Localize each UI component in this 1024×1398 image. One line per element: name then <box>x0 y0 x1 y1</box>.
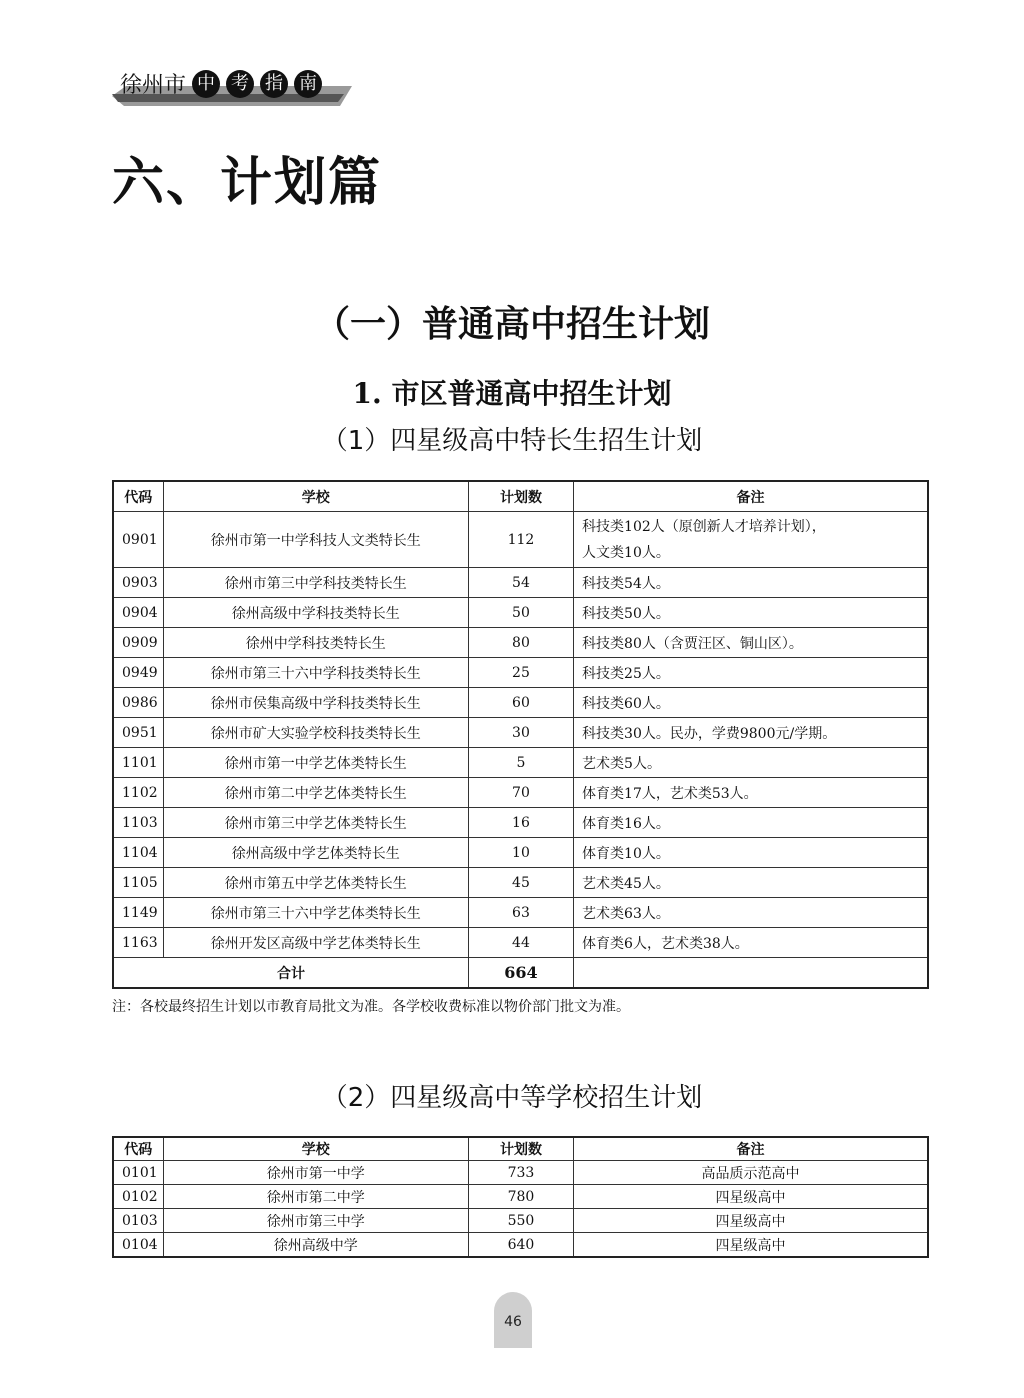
header-code: 代码 <box>113 481 163 512</box>
cell-code: 1163 <box>113 928 163 958</box>
table-row <box>113 868 928 898</box>
header-note: 备注 <box>574 1137 928 1161</box>
header-plan: 计划数 <box>468 1137 573 1161</box>
cell-plan: 45 <box>468 868 573 898</box>
cell-plan: 640 <box>468 1233 573 1258</box>
cell-plan: 80 <box>468 628 573 658</box>
specialty-plan-table <box>112 480 929 989</box>
cell-note: 科技类60人。 <box>574 688 928 718</box>
cell-school: 徐州市第三十六中学科技类特长生 <box>163 658 468 688</box>
cell-code: 1104 <box>113 838 163 868</box>
cell-school: 徐州市第三中学科技类特长生 <box>163 568 468 598</box>
cell-note: 科技类80人（含贾汪区、铜山区）。 <box>574 628 928 658</box>
page-number: 46 <box>494 1292 532 1348</box>
cell-plan: 50 <box>468 598 573 628</box>
cell-code: 1103 <box>113 808 163 838</box>
table-header-row <box>113 481 928 512</box>
cell-note: 科技类50人。 <box>574 598 928 628</box>
cell-plan: 10 <box>468 838 573 868</box>
cell-plan: 25 <box>468 658 573 688</box>
cell-code: 0101 <box>113 1161 163 1185</box>
series-prefix: 徐州市 <box>120 73 187 98</box>
cell-note: 体育类17人，艺术类53人。 <box>574 778 928 808</box>
table-row <box>113 898 928 928</box>
cell-code: 1105 <box>113 868 163 898</box>
total-note-empty <box>574 958 928 989</box>
cell-code: 1102 <box>113 778 163 808</box>
cell-school: 徐州市第五中学艺体类特长生 <box>163 868 468 898</box>
table-row <box>113 778 928 808</box>
subsection-title: 1. 市区普通高中招生计划 <box>352 377 672 410</box>
cell-plan: 63 <box>468 898 573 928</box>
cell-school: 徐州市第二中学艺体类特长生 <box>163 778 468 808</box>
cell-note: 体育类6人，艺术类38人。 <box>574 928 928 958</box>
cell-school: 徐州市第一中学艺体类特长生 <box>163 748 468 778</box>
cell-plan: 780 <box>468 1185 573 1209</box>
series-char: 考 <box>226 70 254 98</box>
cell-code: 0104 <box>113 1233 163 1258</box>
table-row <box>113 628 928 658</box>
cell-note: 科技类54人。 <box>574 568 928 598</box>
cell-school: 徐州市侯集高级中学科技类特长生 <box>163 688 468 718</box>
cell-code: 0102 <box>113 1185 163 1209</box>
header-school: 学校 <box>163 1137 468 1161</box>
cell-code: 0901 <box>113 512 163 568</box>
cell-code: 0103 <box>113 1209 163 1233</box>
table-row <box>113 1233 928 1258</box>
table-header-row <box>113 1137 928 1161</box>
header-school: 学校 <box>163 481 468 512</box>
table1-footnote: 注：各校最终招生计划以市教育局批文为准。各学校收费标准以物价部门批文为准。 <box>112 999 630 1015</box>
cell-plan: 30 <box>468 718 573 748</box>
chapter-title: 六、计划篇 <box>112 152 383 213</box>
cell-school: 徐州市第一中学科技人文类特长生 <box>163 512 468 568</box>
cell-note-line: 人文类10人。 <box>582 544 670 561</box>
total-label: 合计 <box>113 958 468 989</box>
cell-school: 徐州高级中学科技类特长生 <box>163 598 468 628</box>
cell-note: 高品质示范高中 <box>574 1161 928 1185</box>
table-row <box>113 1209 928 1233</box>
cell-school: 徐州市第三中学艺体类特长生 <box>163 808 468 838</box>
cell-school: 徐州高级中学 <box>163 1233 468 1258</box>
table-row <box>113 512 928 568</box>
cell-plan: 54 <box>468 568 573 598</box>
cell-school: 徐州市第三十六中学艺体类特长生 <box>163 898 468 928</box>
cell-code: 1101 <box>113 748 163 778</box>
cell-plan: 550 <box>468 1209 573 1233</box>
cell-plan: 44 <box>468 928 573 958</box>
cell-plan: 5 <box>468 748 573 778</box>
series-logo <box>120 68 322 99</box>
cell-code: 0951 <box>113 718 163 748</box>
cell-school: 徐州开发区高级中学艺体类特长生 <box>163 928 468 958</box>
cell-note: 艺术类45人。 <box>574 868 928 898</box>
cell-note: 四星级高中 <box>574 1185 928 1209</box>
cell-code: 0904 <box>113 598 163 628</box>
series-char: 指 <box>260 70 288 98</box>
series-char: 南 <box>294 70 322 98</box>
header-plan: 计划数 <box>468 481 573 512</box>
series-char: 中 <box>192 70 220 98</box>
cell-school: 徐州市矿大实验学校科技类特长生 <box>163 718 468 748</box>
table-row <box>113 598 928 628</box>
table-row <box>113 658 928 688</box>
cell-school: 徐州市第三中学 <box>163 1209 468 1233</box>
table-row <box>113 568 928 598</box>
table-row <box>113 718 928 748</box>
table-row <box>113 838 928 868</box>
cell-school: 徐州市第一中学 <box>163 1161 468 1185</box>
table-row <box>113 748 928 778</box>
cell-code: 0986 <box>113 688 163 718</box>
cell-code: 0903 <box>113 568 163 598</box>
cell-school: 徐州高级中学艺体类特长生 <box>163 838 468 868</box>
cell-code: 1149 <box>113 898 163 928</box>
cell-note: 体育类10人。 <box>574 838 928 868</box>
cell-note <box>574 512 928 568</box>
header-note: 备注 <box>574 481 928 512</box>
cell-plan: 733 <box>468 1161 573 1185</box>
section-title: （一）普通高中招生计划 <box>313 304 710 345</box>
cell-note: 四星级高中 <box>574 1209 928 1233</box>
table2-title: （2）四星级高中等学校招生计划 <box>321 1083 703 1113</box>
table-row <box>113 928 928 958</box>
cell-plan: 112 <box>468 512 573 568</box>
cell-note: 体育类16人。 <box>574 808 928 838</box>
table-row <box>113 688 928 718</box>
cell-school: 徐州中学科技类特长生 <box>163 628 468 658</box>
cell-plan: 60 <box>468 688 573 718</box>
cell-note-line: 科技类102人（原创新人才培养计划）， <box>582 518 826 535</box>
table1-title: （1）四星级高中特长生招生计划 <box>321 426 703 456</box>
cell-note: 科技类30人。民办，学费9800元/学期。 <box>574 718 928 748</box>
cell-plan: 70 <box>468 778 573 808</box>
total-value: 664 <box>468 958 573 989</box>
cell-note: 艺术类63人。 <box>574 898 928 928</box>
cell-note: 科技类25人。 <box>574 658 928 688</box>
table-row <box>113 1161 928 1185</box>
table-row <box>113 1185 928 1209</box>
cell-note: 艺术类5人。 <box>574 748 928 778</box>
cell-note: 四星级高中 <box>574 1233 928 1258</box>
four-star-plan-table <box>112 1136 929 1258</box>
cell-code: 0909 <box>113 628 163 658</box>
cell-plan: 16 <box>468 808 573 838</box>
table-row <box>113 808 928 838</box>
cell-school: 徐州市第二中学 <box>163 1185 468 1209</box>
cell-code: 0949 <box>113 658 163 688</box>
total-row <box>113 958 928 989</box>
header-code: 代码 <box>113 1137 163 1161</box>
